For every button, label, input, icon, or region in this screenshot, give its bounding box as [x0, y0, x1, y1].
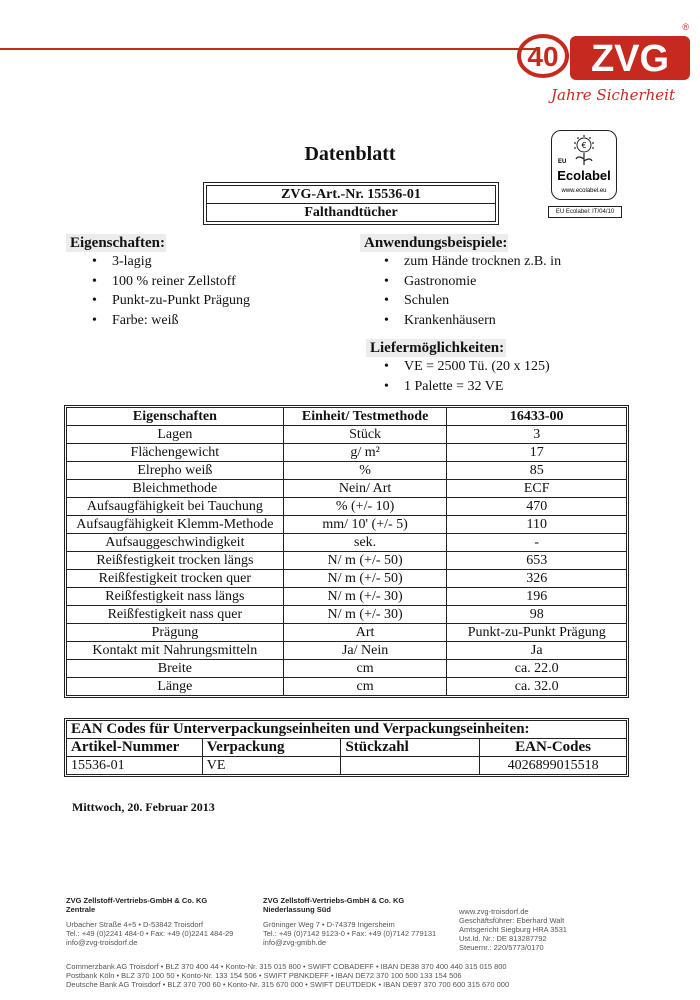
logo-registered: ® — [682, 22, 689, 32]
table-header-cell: EAN-Codes — [480, 739, 627, 757]
table-cell: Art — [283, 624, 447, 642]
table-cell: 15536-01 — [67, 757, 203, 775]
table-cell: Punkt-zu-Punkt Prägung — [447, 624, 627, 642]
table-cell: 470 — [447, 498, 627, 516]
table-cell: Reißfestigkeit trocken quer — [67, 570, 284, 588]
table-row — [67, 678, 627, 696]
logo-tagline: Jahre Sicherheit — [551, 86, 675, 104]
anwendung-list — [378, 252, 640, 330]
footer-legal — [459, 907, 639, 952]
table-header-cell: 16433-00 — [447, 408, 627, 426]
table-cell: N/ m (+/- 30) — [283, 606, 447, 624]
anwendung-heading: Anwendungsbeispiele: — [360, 234, 508, 252]
table-cell: Länge — [67, 678, 284, 696]
table-row — [67, 426, 627, 444]
table-cell: 196 — [447, 588, 627, 606]
logo-brand: ZVG — [590, 38, 670, 80]
logo-number: 40 — [527, 41, 559, 72]
footer-sued — [263, 896, 463, 947]
article-number: ZVG-Art.-Nr. 15536-01 — [281, 187, 421, 202]
table-cell: Aufsaugfähigkeit bei Tauchung — [67, 498, 284, 516]
list-item: • 100 % reiner Zellstoff — [86, 272, 326, 292]
list-item: • Gastronomie — [378, 272, 640, 292]
ecolabel-url: www.ecolabel.eu — [561, 188, 607, 194]
table-cell: 653 — [447, 552, 627, 570]
table-cell: Ja/ Nein — [283, 642, 447, 660]
table-header-cell: Eigenschaften — [67, 408, 284, 426]
table-row — [67, 624, 627, 642]
table-cell: VE — [202, 757, 341, 775]
table-cell: 17 — [447, 444, 627, 462]
table-cell: Flächengewicht — [67, 444, 284, 462]
table-cell: % — [283, 462, 447, 480]
table-row — [67, 480, 627, 498]
article-box — [203, 182, 499, 225]
page-title: Datenblatt — [304, 143, 396, 165]
table-cell: 85 — [447, 462, 627, 480]
table-cell: Kontakt mit Nahrungsmitteln — [67, 642, 284, 660]
table-row — [67, 498, 627, 516]
table-row — [67, 606, 627, 624]
footer-label: Zentrale — [66, 905, 96, 914]
ecolabel-eu: EU — [558, 159, 567, 165]
table-row — [67, 660, 627, 678]
eigenschaften-heading: Eigenschaften: — [66, 234, 166, 252]
article-name: Falthandtücher — [207, 203, 495, 221]
table-header-row — [67, 408, 627, 426]
liefer-section — [366, 339, 646, 396]
table-cell: Reißfestigkeit nass längs — [67, 588, 284, 606]
footer-banks — [66, 962, 666, 989]
anwendung-section — [360, 234, 640, 330]
table-cell: N/ m (+/- 50) — [283, 552, 447, 570]
table-cell: Prägung — [67, 624, 284, 642]
table-row — [67, 516, 627, 534]
table-row — [67, 462, 627, 480]
table-cell: N/ m (+/- 50) — [283, 570, 447, 588]
table-cell: Lagen — [67, 426, 284, 444]
eigenschaften-section — [66, 234, 326, 330]
table-cell: N/ m (+/- 30) — [283, 588, 447, 606]
table-cell: Stück — [283, 426, 447, 444]
footer-address: Urbacher Straße 4+5 • D-53842 Troisdorf — [66, 920, 204, 929]
table-cell — [341, 757, 480, 775]
footer-company: ZVG Zellstoff-Vertriebs-GmbH & Co. KG — [263, 896, 405, 905]
ecolabel-name: Ecolabel — [557, 168, 611, 183]
eu-flower-icon — [574, 135, 594, 165]
properties-table — [66, 407, 627, 696]
footer-zentrale — [66, 896, 266, 947]
table-row — [67, 534, 627, 552]
footer-web: www.zvg-troisdorf.de — [459, 907, 529, 916]
table-row — [67, 757, 627, 775]
table-cell: 326 — [447, 570, 627, 588]
footer-email: info@zvg-gmbh.de — [263, 938, 327, 947]
footer-email: info@zvg-troisdorf.de — [66, 938, 138, 947]
table-cell: ECF — [447, 480, 627, 498]
table-cell: Elrepho weiß — [67, 462, 284, 480]
list-item: • VE = 2500 Tü. (20 x 125) — [378, 357, 646, 377]
table-header-row — [67, 739, 627, 757]
list-item: • 3-lagig — [86, 252, 326, 272]
list-item: • Farbe: weiß — [86, 311, 326, 331]
table-row — [67, 552, 627, 570]
list-item: • zum Hände trocknen z.B. in — [378, 252, 640, 272]
footer-phone: Tel.: +49 (0)7142 9123-0 • Fax: +49 (0)7142 779131 — [263, 929, 437, 938]
table-cell: 110 — [447, 516, 627, 534]
footer-address: Gröninger Weg 7 • D-74379 Ingersheim — [263, 920, 395, 929]
footer-court: Amtsgericht Siegburg HRA 3531 — [459, 925, 567, 934]
footer-ust: Ust.Id. Nr.: DE 813287792 — [459, 934, 547, 943]
ecolabel-caption: EU Ecolabel: IT/04/10 — [548, 206, 622, 218]
header-rule — [0, 48, 540, 50]
footer-company: ZVG Zellstoff-Vertriebs-GmbH & Co. KG — [66, 896, 208, 905]
eigenschaften-list — [86, 252, 326, 330]
list-item: • 1 Palette = 32 VE — [378, 377, 646, 397]
footer-bank-line: Postbank Köln • BLZ 370 100 50 • Konto-Nr. 133 154 506 • SWIFT PBNKDEFF • IBAN DE72 370 100 500 133 154 506 — [66, 971, 462, 980]
table-cell: 4026899015518 — [480, 757, 627, 775]
table-row — [67, 570, 627, 588]
table-cell: 3 — [447, 426, 627, 444]
table-header-cell: Artikel-Nummer — [67, 739, 203, 757]
ecolabel-badge — [551, 130, 617, 200]
table-cell: mm/ 10' (+/- 5) — [283, 516, 447, 534]
footer-bank-line: Commerzbank AG Troisdorf • BLZ 370 400 44 • Konto-Nr. 315 015 800 • SWIFT COBADEFF • IBAN DE38 370 400 440 315 015 800 — [66, 962, 507, 971]
list-item: • Schulen — [378, 291, 640, 311]
table-row — [67, 588, 627, 606]
list-item: • Krankenhäusern — [378, 311, 640, 331]
table-cell: % (+/- 10) — [283, 498, 447, 516]
footer-gf: Geschäftsführer: Eberhard Walt — [459, 916, 565, 925]
footer-bank-line: Deutsche Bank AG Troisdorf • BLZ 370 700 60 • Konto-Nr. 315 670 000 • SWIFT DEUTDEDK • IBAN DE97 370 700 600 315 670 000 — [66, 980, 510, 989]
table-cell: sek. — [283, 534, 447, 552]
list-item: • Punkt-zu-Punkt Prägung — [86, 291, 326, 311]
svg-text:€: € — [581, 141, 587, 150]
ean-table — [66, 720, 627, 775]
table-row — [67, 642, 627, 660]
table-header-cell: Verpackung — [202, 739, 341, 757]
table-cell: 98 — [447, 606, 627, 624]
liefer-list — [378, 357, 646, 396]
footer-steuer: Steuernr.: 220/5773/0170 — [459, 943, 544, 952]
table-cell: Ja — [447, 642, 627, 660]
ean-caption: EAN Codes für Unterverpackungseinheiten und Verpackungseinheiten: — [67, 721, 627, 739]
table-cell: Reißfestigkeit nass quer — [67, 606, 284, 624]
table-cell: Bleichmethode — [67, 480, 284, 498]
table-cell: cm — [283, 660, 447, 678]
table-cell: Nein/ Art — [283, 480, 447, 498]
document-date: Mittwoch, 20. Februar 2013 — [72, 800, 215, 814]
table-header-cell: Stückzahl — [341, 739, 480, 757]
table-cell: cm — [283, 678, 447, 696]
table-cell: Aufsauggeschwindigkeit — [67, 534, 284, 552]
table-cell: Reißfestigkeit trocken längs — [67, 552, 284, 570]
zvg-logo — [515, 18, 695, 113]
table-cell: - — [447, 534, 627, 552]
liefer-heading: Liefermöglichkeiten: — [366, 339, 506, 357]
table-cell: Breite — [67, 660, 284, 678]
table-row — [67, 444, 627, 462]
table-cell: ca. 22.0 — [447, 660, 627, 678]
footer-phone: Tel.: +49 (0)2241 484-0 • Fax: +49 (0)2241 484-29 — [66, 929, 234, 938]
table-header-cell: Einheit/ Testmethode — [283, 408, 447, 426]
footer-label: Niederlassung Süd — [263, 905, 331, 914]
table-cell: ca. 32.0 — [447, 678, 627, 696]
table-cell: g/ m² — [283, 444, 447, 462]
table-cell: Aufsaugfähigkeit Klemm-Methode — [67, 516, 284, 534]
